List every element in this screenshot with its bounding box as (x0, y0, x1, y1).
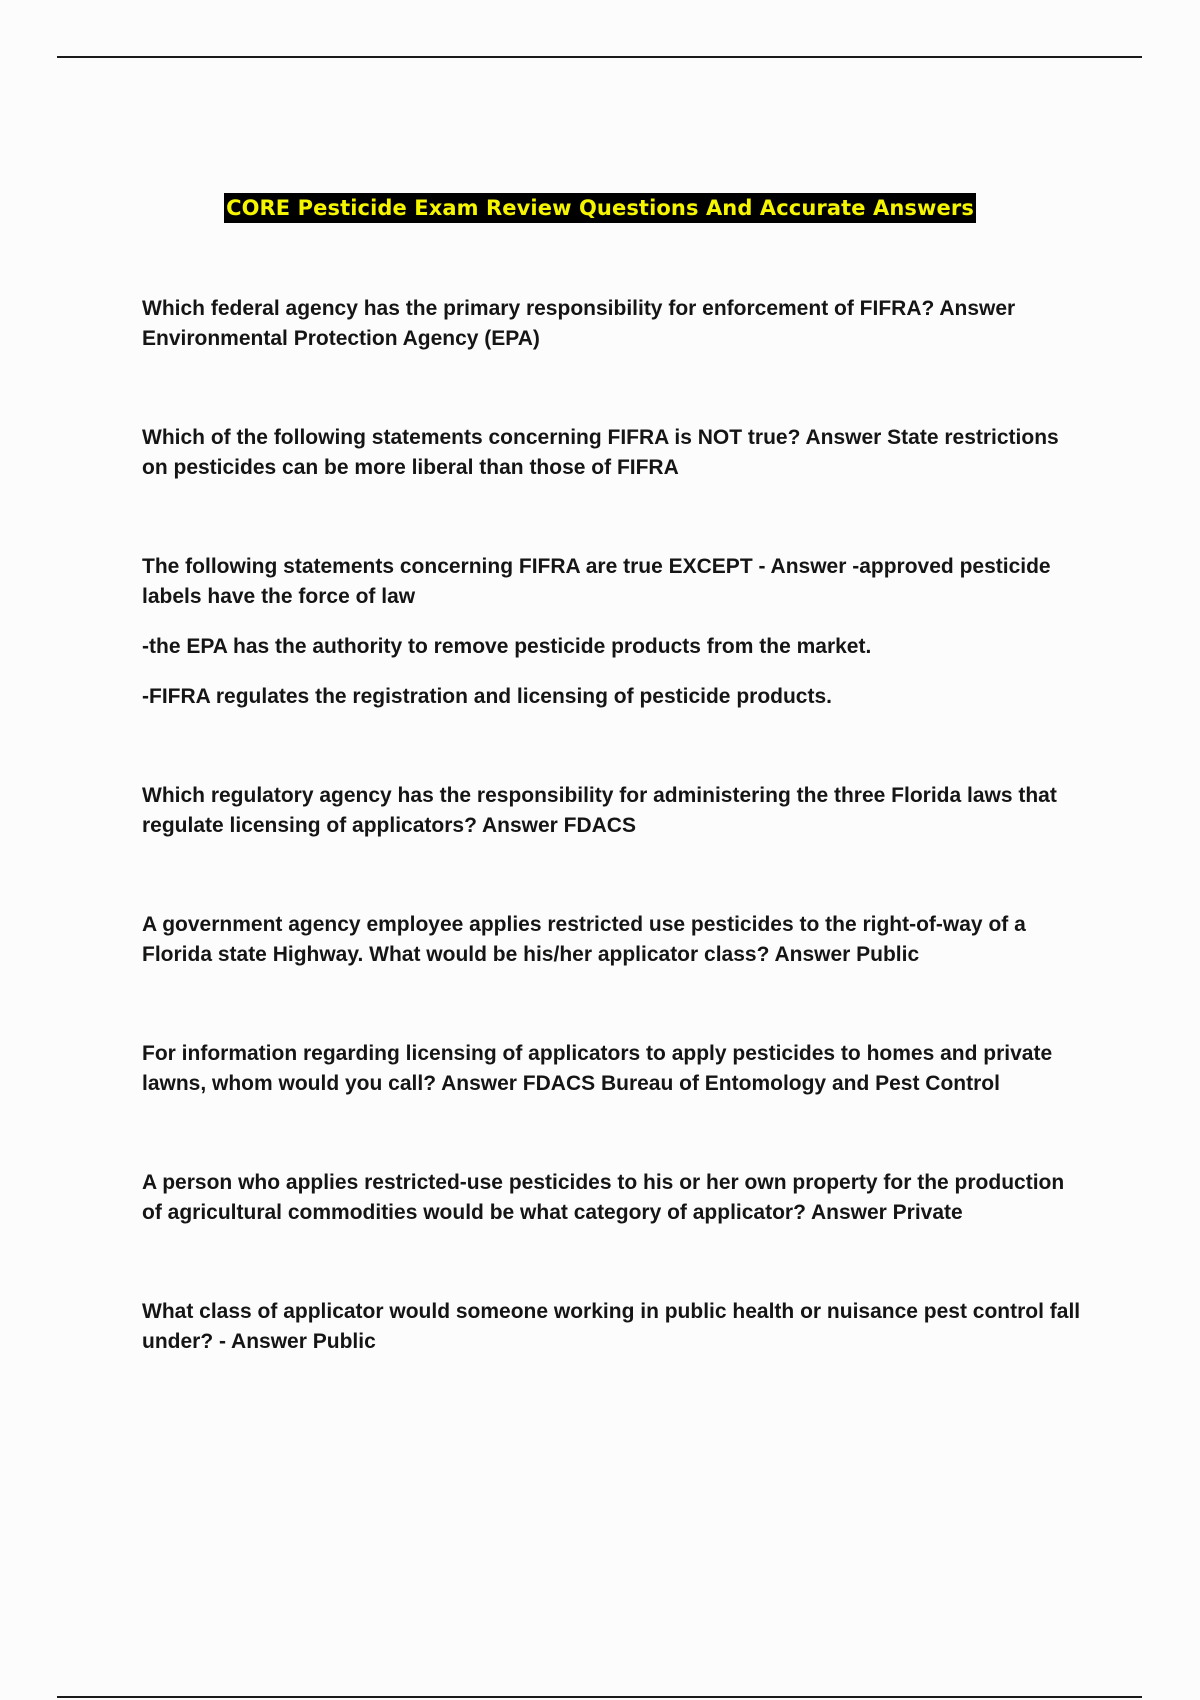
title-container (0, 193, 1200, 223)
qa-item-6: For information regarding licensing of applicators to apply pesticides to homes and private lawns, whom would you call? Answer FDACS Bureau of Entomology and Pest Control (142, 1042, 1053, 1095)
qa-item-3-bullet-2: -FIFRA regulates the registration and licensing of pesticide products. (142, 685, 832, 708)
qa-item-4: Which regulatory agency has the responsibility for administering the three Florida laws that regulate licensing of applicators? Answer FDACS (142, 784, 1057, 837)
bottom-divider (57, 1696, 1142, 1698)
qa-item-2: Which of the following statements concerning FIFRA is NOT true? Answer State restrictions on pesticides can be more liberal than those of FIFRA (142, 426, 1059, 479)
qa-item-1: Which federal agency has the primary responsibility for enforcement of FIFRA? Answer Environmental Protection Agency (EPA) (142, 297, 1016, 350)
document-title: CORE Pesticide Exam Review Questions And Accurate Answers (224, 193, 976, 223)
qa-item-3-bullet-1: -the EPA has the authority to remove pesticide products from the market. (142, 635, 872, 658)
qa-item-8: What class of applicator would someone working in public health or nuisance pest control fall under? - Answer Public (142, 1300, 1081, 1353)
qa-item-3: The following statements concerning FIFRA are true EXCEPT - Answer -approved pesticide labels have the force of law (142, 555, 1051, 608)
qa-item-7: A person who applies restricted-use pesticides to his or her own property for the production of agricultural commodities would be what category of applicator? Answer Private (142, 1171, 1065, 1224)
top-divider (57, 56, 1142, 58)
qa-item-5: A government agency employee applies restricted use pesticides to the right-of-way of a Florida state Highway. What would be his/her applicator class? Answer Public (142, 913, 1026, 966)
qa-list (142, 294, 1087, 1357)
